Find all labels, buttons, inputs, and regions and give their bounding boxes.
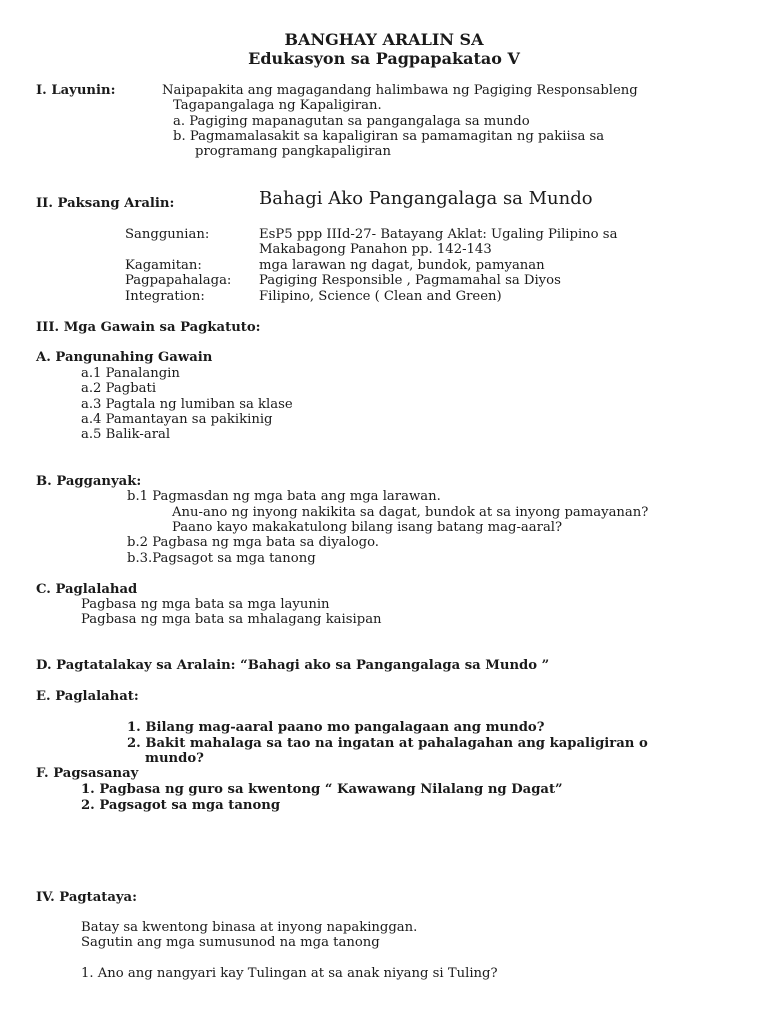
layunin-item-a: a. Pagiging mapanagutan sa pangangalaga sa mundo [173,114,530,129]
pagpapahalaga-label: Pagpapahalaga: [125,273,232,288]
gawain-label: III. Mga Gawain sa Pagkatuto: [36,320,261,335]
section-e-question-1: 1. Bilang mag-aaral paano mo pangalagaan ang mundo? [127,720,545,735]
kagamitan-value: mga larawan ng dagat, bundok, pamyanan [259,258,545,273]
layunin-item-b-line2: programang pangkapaligiran [195,144,391,159]
sanggunian-value-line2: Makabagong Panahon pp. 142-143 [259,242,492,257]
section-f-label: F. Pagsasanay [36,766,139,781]
section-c-line: Pagbasa ng mga bata sa mhalagang kaisipan [81,612,382,627]
pagtataya-label: IV. Pagtataya: [36,890,137,905]
layunin-label: I. Layunin: [36,83,116,98]
section-e-question-2-cont: mundo? [145,751,204,766]
section-a-item: a.1 Panalangin [81,366,180,381]
section-a-label: A. Pangunahing Gawain [36,350,213,365]
document-title: BANGHAY ARALIN SA [284,30,484,49]
section-b-question-1: Anu-ano ng inyong nakikita sa dagat, bundok at sa inyong pamayanan? [172,505,649,520]
section-c-label: C. Paglalahad [36,582,138,597]
pagtataya-question-1: 1. Ano ang nangyari kay Tulingan at sa anak niyang si Tuling? [81,966,498,981]
section-a-item: a.2 Pagbati [81,381,157,396]
paksa-label: II. Paksang Aralin: [36,196,175,211]
kagamitan-label: Kagamitan: [125,258,202,273]
sanggunian-value-line1: EsP5 ppp IIId-27- Batayang Aklat: Ugaling Pilipino sa [259,227,618,242]
section-b-label: B. Pagganyak: [36,474,142,489]
sanggunian-label: Sanggunian: [125,227,210,242]
section-e-question-2: 2. Bakit mahalaga sa tao na ingatan at pahalagahan ang kapaligiran o [127,736,648,751]
section-a-item: a.3 Pagtala ng lumiban sa klase [81,397,293,412]
pagtataya-line-2: Sagutin ang mga sumusunod na mga tanong [81,935,380,950]
section-b-item-2: b.2 Pagbasa ng mga bata sa diyalogo. [127,535,380,550]
section-e-label: E. Paglalahat: [36,689,139,704]
integration-label: Integration: [125,289,205,304]
section-b-question-2: Paano kayo makakatulong bilang isang batang mag-aaral? [172,520,563,535]
layunin-item-b-line1: b. Pagmamalasakit sa kapaligiran sa pamamagitan ng pakiisa sa [173,129,605,144]
document-subtitle: Edukasyon sa Pagpapakatao V [248,49,520,68]
section-f-item-1: 1. Pagbasa ng guro sa kwentong “ Kawawang Nilalang ng Dagat” [81,782,563,797]
section-a-item: a.5 Balik-aral [81,427,171,442]
pagpapahalaga-value: Pagiging Responsible , Pagmamahal sa Diyos [259,273,561,288]
layunin-text-line2: Tagapangalaga ng Kapaligiran. [173,98,382,113]
section-b-item-1: b.1 Pagmasdan ng mga bata ang mga larawan. [127,489,441,504]
section-b-item-3: b.3.Pagsagot sa mga tanong [127,551,316,566]
integration-value: Filipino, Science ( Clean and Green) [259,289,502,304]
paksa-topic: Bahagi Ako Pangangalaga sa Mundo [259,188,593,209]
section-d-label: D. Pagtatalakay sa Aralain: “Bahagi ako sa Pangangalaga sa Mundo ” [36,658,550,673]
section-a-item: a.4 Pamantayan sa pakikinig [81,412,273,427]
section-c-line: Pagbasa ng mga bata sa mga layunin [81,597,330,612]
pagtataya-line-1: Batay sa kwentong binasa at inyong napakinggan. [81,920,418,935]
layunin-text-line1: Naipapakita ang magagandang halimbawa ng Pagiging Responsableng [162,83,638,98]
section-f-item-2: 2. Pagsagot sa mga tanong [81,798,281,813]
